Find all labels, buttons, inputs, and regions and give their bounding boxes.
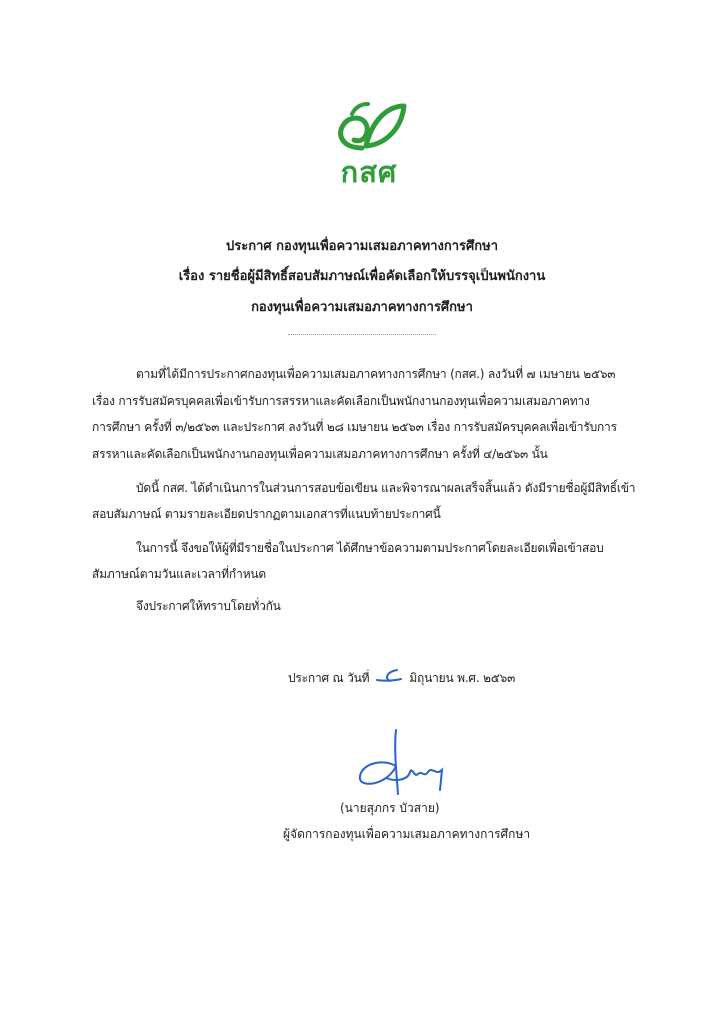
paragraph-1-line-3: การศึกษา ครั้งที่ ๓/๒๕๖๓ และประกาศ ลงวันที่ ๒๘ เมษายน ๒๕๖๓ เรื่อง การรับสมัครบุคคลเพื่อเข้ารับการ (92, 420, 617, 434)
paragraph-1-line-4: สรรหาและคัดเลือกเป็นพนักงานกองทุนเพื่อความเสมอภาคทางการศึกษา ครั้งที่ ๔/๒๕๖๓ นั้น (92, 447, 548, 461)
announcement-subject-line2: กองทุนเพื่อความเสมอภาคทางการศึกษา (251, 300, 473, 315)
gsaf-leaf-logo-icon (332, 100, 408, 152)
announce-suffix: มิถุนายน พ.ศ. ๒๕๖๓ (409, 671, 516, 685)
handwritten-day-mark (375, 668, 403, 684)
paragraph-1-line-2: เรื่อง การรับสมัครบุคคลเพื่อเข้ารับการสรรหาและคัดเลือกเป็นพนักงานกองทุนเพื่อความเสมอภาคทาง (92, 394, 590, 408)
dotted-divider (288, 334, 436, 335)
paragraph-1-line-1: ตามที่ได้มีการประกาศกองทุนเพื่อความเสมอภาคทางการศึกษา (กสศ.) ลงวันที่ ๗ เมษายน ๒๕๖๓ (136, 367, 616, 381)
signer-name: (นายสุภกร บัวสาย) (340, 801, 440, 815)
handwritten-signature (352, 728, 448, 798)
paragraph-3-line-1: ในการนี้ จึงขอให้ผู้ที่มีรายชื่อในประกาศ ได้ศึกษาข้อความตามประกาศโดยละเอียดเพื่อเข้าสอบ (136, 541, 604, 555)
announce-prefix: ประกาศ ณ วันที่ (288, 671, 370, 685)
paragraph-2-line-2: สอบสัมภาษณ์ ตามรายละเอียดปรากฏตามเอกสารที่แนบท้ายประกาศนี้ (92, 507, 441, 521)
paragraph-4: จึงประกาศให้ทราบโดยทั่วกัน (136, 599, 281, 613)
announcement-subject: เรื่อง รายชื่อผู้มีสิทธิ์สอบสัมภาษณ์เพื่อคัดเลือกให้บรรจุเป็นพนักงาน (178, 269, 546, 284)
signer-title: ผู้จัดการกองทุนเพื่อความเสมอภาคทางการศึกษา (283, 827, 531, 841)
announcement-title: ประกาศ กองทุนเพื่อความเสมอภาคทางการศึกษา (225, 239, 499, 254)
gsaf-logo (326, 100, 412, 194)
logo-text: กสศ (340, 155, 398, 189)
paragraph-3-line-2: สัมภาษณ์ตามวันและเวลาที่กำหนด (92, 567, 266, 581)
paragraph-2-line-1: บัดนี้ กสศ. ได้ดำเนินการในส่วนการสอบข้อเขียน และพิจารณาผลเสร็จสิ้นแล้ว ดังมีรายชื่อผู้มีสิทธิ์เข้า (136, 481, 636, 495)
announcement-date (288, 668, 515, 686)
